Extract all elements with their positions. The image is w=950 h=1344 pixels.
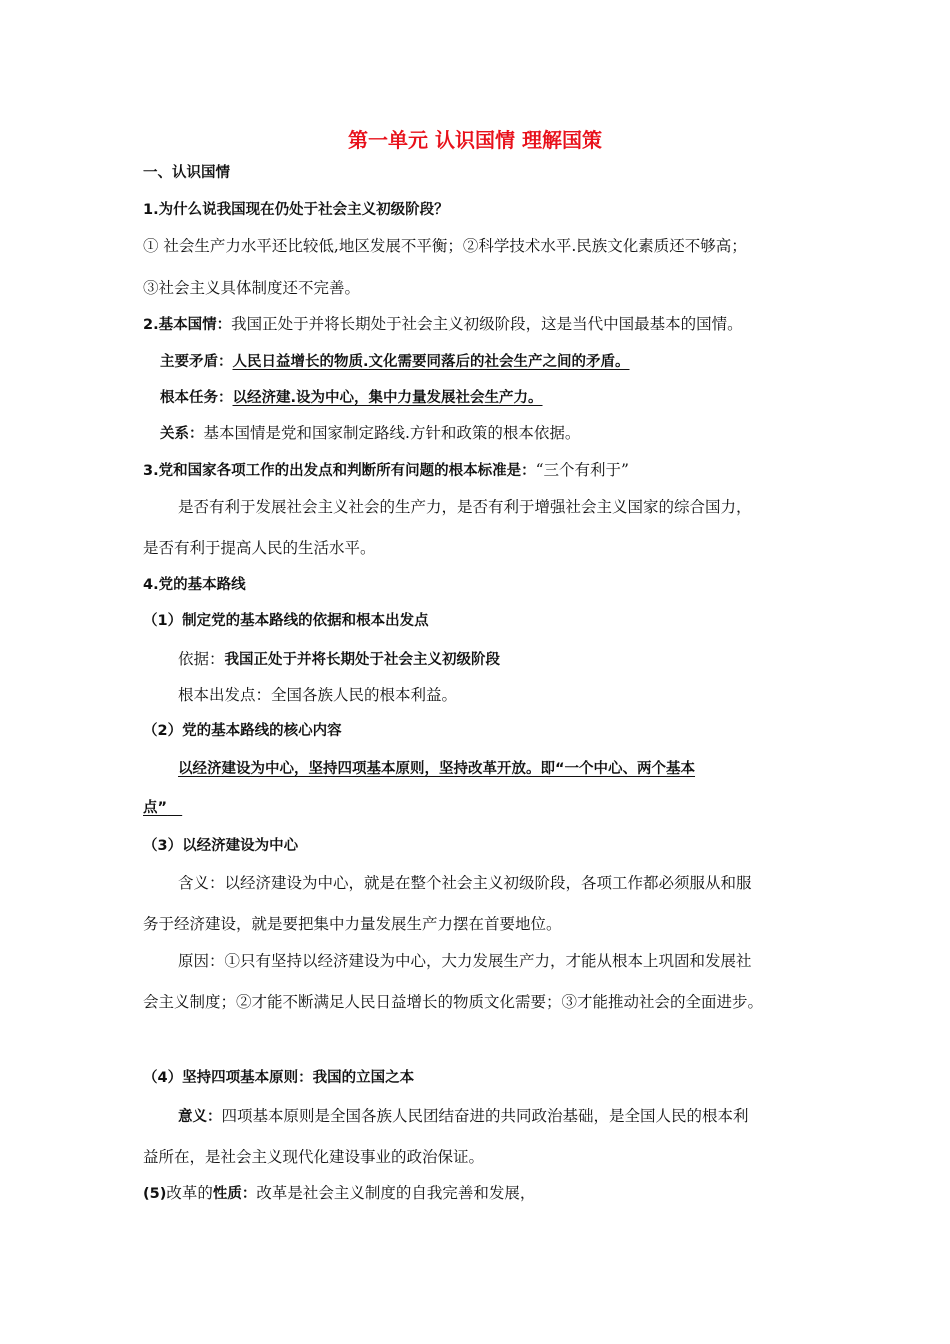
question-heading: 4.党的基本路线 [143,577,246,593]
paragraph: 原因：①只有坚持以经济建设为中心，大力发展生产力，才能从根本上巩固和发展社 [178,952,752,970]
relation [160,423,580,444]
paragraph: 含义：以经济建设为中心，就是在整个社会主义初级阶段，各项工作都必须服从和服 [178,874,752,892]
text: 改革的 [166,1184,213,1202]
paragraph: 会主义制度；②才能不断满足人民日益增长的物质文化需要；③才能推动社会的全面进步。 [143,993,764,1011]
main-contradiction [160,351,630,372]
text: 基本国情是党和国家制定路线.方针和政策的根本依据。 [203,424,581,442]
paragraph: 务于经济建设，就是要把集中力量发展生产力摆在首要地位。 [143,915,562,933]
label: 性质： [212,1186,257,1202]
label: 3.党和国家各项工作的出发点和判断所有问题的根本标准是： [143,463,536,479]
text: 我国正处于并将长期处于社会主义初级阶段，这是当代中国最基本的国情。 [231,315,743,333]
core-content: 以经济建设为中心，坚持四项基本原则，坚持改革开放。即“一个中心、两个基本 [178,761,696,777]
page-title: 第一单元 认识国情 理解国策 [348,128,602,152]
significance [178,1106,749,1127]
core-content-cont: 点” [143,800,168,816]
label: 主要矛盾： [160,354,233,370]
label: (5) [143,1186,167,1202]
basic-national-condition [143,314,743,335]
question-heading: 1.为什么说我国现在仍处于社会主义初级阶段？ [143,202,449,218]
paragraph: 根本出发点：全国各族人民的根本利益。 [178,686,458,704]
paragraph: 益所在，是社会主义现代化建设事业的政治保证。 [143,1148,485,1166]
basis [178,649,500,670]
subheading: （1）制定党的基本路线的依据和根本出发点 [143,613,429,629]
label: 依据： [178,650,225,668]
paragraph: 是否有利于提高人民的生活水平。 [143,539,376,557]
text: 人民日益增长的物质.文化需要同落后的社会生产之间的矛盾。 [232,354,630,370]
section-heading: 一、认识国情 [143,165,230,181]
reform-nature [143,1183,535,1204]
text: 以经济建.设为中心，集中力量发展社会生产力。 [232,390,543,406]
paragraph: ① 社会生产力水平还比较低,地区发展不平衡；②科学技术水平.民族文化素质还不够高； [143,237,747,255]
label: 意义： [178,1109,222,1125]
subheading: （4）坚持四项基本原则：我国的立国之本 [143,1070,415,1086]
label: 根本任务： [160,390,233,406]
subheading: （3）以经济建设为中心 [143,838,299,854]
text: 四项基本原则是全国各族人民团结奋进的共同政治基础，是全国人民的根本利 [221,1107,749,1125]
paragraph: ③社会主义具体制度还不完善。 [143,279,361,297]
text: 我国正处于并将长期处于社会主义初级阶段 [224,652,501,668]
paragraph: 是否有利于发展社会主义社会的生产力，是否有利于增强社会主义国家的综合国力， [178,498,752,516]
text: 改革是社会主义制度的自我完善和发展， [256,1184,536,1202]
fundamental-task [160,387,543,408]
label: 关系： [160,426,204,442]
label: 2.基本国情： [143,317,232,333]
text: “三个有利于” [535,461,629,479]
question-heading [143,460,629,481]
subheading: （2）党的基本路线的核心内容 [143,723,342,739]
